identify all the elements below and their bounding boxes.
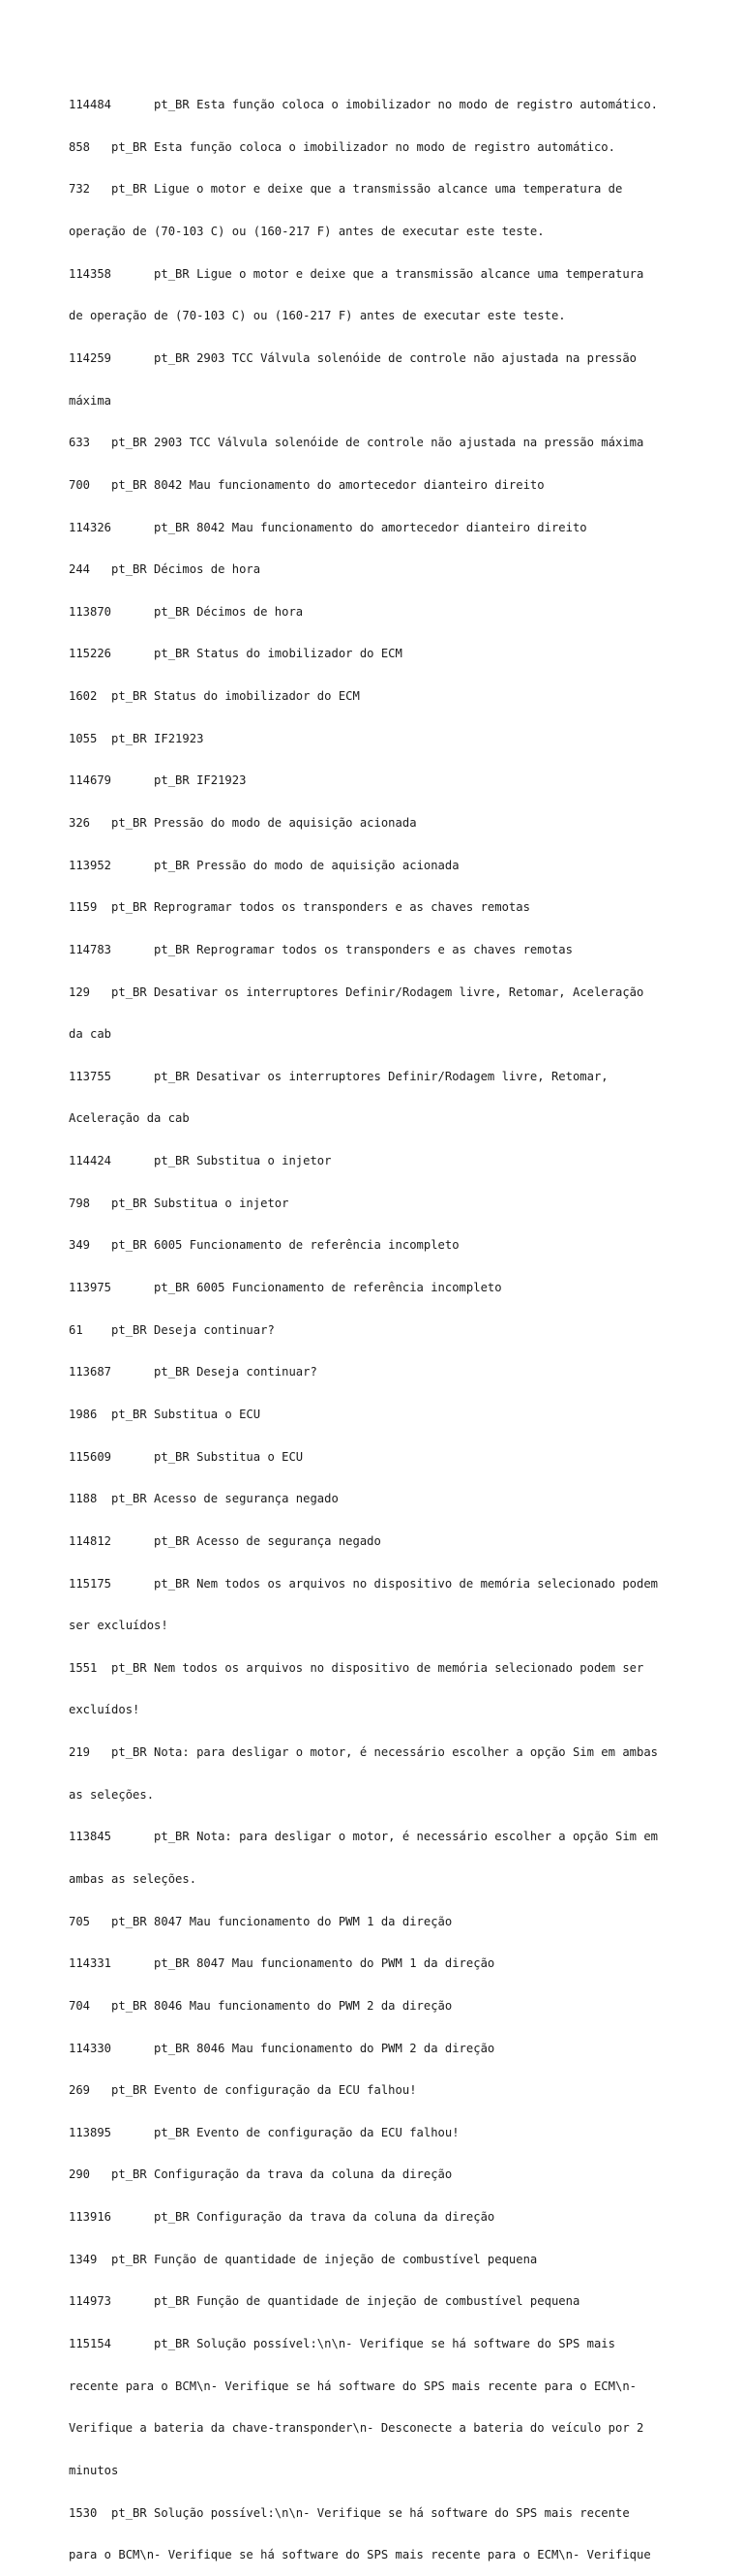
text-line: as seleções. xyxy=(69,1787,155,1802)
text-line: de operação de (70-103 C) ou (160-217 F) antes de executar este teste. xyxy=(69,309,566,323)
text-line: 700 pt_BR 8042 Mau funcionamento do amortecedor dianteiro direito xyxy=(69,477,545,492)
text-line: 115609 pt_BR Substitua o ECU xyxy=(69,1449,304,1464)
text-line: 113952 pt_BR Pressão do modo de aquisição acionada xyxy=(69,858,460,872)
text-line: 115175 pt_BR Nem todos os arquivos no dispositivo de memória selecionado podem xyxy=(69,1576,659,1591)
text-line: 732 pt_BR Ligue o motor e deixe que a transmissão alcance uma temperatura de xyxy=(69,182,623,197)
text-line: 704 pt_BR 8046 Mau funcionamento do PWM 2 da direção xyxy=(69,1998,453,2013)
text-line: minutos xyxy=(69,2463,119,2477)
text-line: para o BCM\n- Verifique se há software do SPS mais recente para o ECM\n- Verifique xyxy=(69,2548,651,2562)
text-line: 1986 pt_BR Substitua o ECU xyxy=(69,1407,261,1421)
text-line: 349 pt_BR 6005 Funcionamento de referência incompleto xyxy=(69,1238,460,1253)
text-line: máxima xyxy=(69,393,112,408)
text-line: 114326 pt_BR 8042 Mau funcionamento do amortecedor dianteiro direito xyxy=(69,520,587,534)
text-line: 798 pt_BR Substitua o injetor xyxy=(69,1196,289,1210)
text-line: Aceleração da cab xyxy=(69,1111,190,1126)
text-line: 114330 pt_BR 8046 Mau funcionamento do PWM 2 da direção xyxy=(69,2041,495,2055)
text-line: 705 pt_BR 8047 Mau funcionamento do PWM 1 da direção xyxy=(69,1914,453,1928)
text-line: 114679 pt_BR IF21923 xyxy=(69,773,247,788)
text-line: 1551 pt_BR Nem todos os arquivos no dispositivo de memória selecionado podem ser xyxy=(69,1660,644,1675)
text-line: recente para o BCM\n- Verifique se há software do SPS mais recente para o ECM\n- xyxy=(69,2379,637,2393)
text-line: 114259 pt_BR 2903 TCC Válvula solenóide de controle não ajustada na pressão xyxy=(69,350,637,365)
text-line: 858 pt_BR Esta função coloca o imobilizador no modo de registro automático. xyxy=(69,139,615,154)
text-line: Verifique a bateria da chave-transponder\n- Desconecte a bateria do veículo por 2 xyxy=(69,2421,644,2436)
text-line: 129 pt_BR Desativar os interruptores Definir/Rodagem livre, Retomar, Aceleração xyxy=(69,985,644,999)
text-line: da cab xyxy=(69,1027,112,1042)
text-line: 113916 pt_BR Configuração da trava da coluna da direção xyxy=(69,2210,495,2225)
text-line: 113687 pt_BR Deseja continuar? xyxy=(69,1365,317,1379)
text-line: 290 pt_BR Configuração da trava da coluna da direção xyxy=(69,2167,453,2182)
text-line: excluídos! xyxy=(69,1703,140,1717)
text-line: 115154 pt_BR Solução possível:\n\n- Verifique se há software do SPS mais xyxy=(69,2337,615,2351)
text-line: ambas as seleções. xyxy=(69,1872,197,1886)
text-line: 114973 pt_BR Função de quantidade de injeção de combustível pequena xyxy=(69,2294,580,2309)
text-line: 219 pt_BR Nota: para desligar o motor, é necessário escolher a opção Sim em ambas xyxy=(69,1745,659,1760)
text-line: operação de (70-103 C) ou (160-217 F) antes de executar este teste. xyxy=(69,225,545,239)
text-line: 326 pt_BR Pressão do modo de aquisição acionada xyxy=(69,815,417,830)
text-line: 115226 pt_BR Status do imobilizador do ECM xyxy=(69,647,402,661)
text-line: 113870 pt_BR Décimos de hora xyxy=(69,604,304,619)
text-line: 114358 pt_BR Ligue o motor e deixe que a transmissão alcance uma temperatura xyxy=(69,266,644,281)
text-line: 1055 pt_BR IF21923 xyxy=(69,731,204,745)
text-line: 61 pt_BR Deseja continuar? xyxy=(69,1322,275,1337)
text-line: 633 pt_BR 2903 TCC Válvula solenóide de controle não ajustada na pressão máxima xyxy=(69,436,644,450)
document-body xyxy=(69,70,678,2576)
text-line: 114783 pt_BR Reprogramar todos os transponders e as chaves remotas xyxy=(69,942,573,956)
text-line: ser excluídos! xyxy=(69,1619,168,1633)
text-line: 114331 pt_BR 8047 Mau funcionamento do PWM 1 da direção xyxy=(69,1956,495,1971)
text-line: 1188 pt_BR Acesso de segurança negado xyxy=(69,1492,339,1506)
text-line: 113755 pt_BR Desativar os interruptores Definir/Rodagem livre, Retomar, xyxy=(69,1069,609,1083)
text-line: 113845 pt_BR Nota: para desligar o motor, é necessário escolher a opção Sim em xyxy=(69,1830,659,1844)
text-line: 1530 pt_BR Solução possível:\n\n- Verifique se há software do SPS mais recente xyxy=(69,2505,630,2520)
text-line: 244 pt_BR Décimos de hora xyxy=(69,562,261,577)
text-line: 1349 pt_BR Função de quantidade de injeção de combustível pequena xyxy=(69,2252,538,2266)
text-line: 114812 pt_BR Acesso de segurança negado xyxy=(69,1533,381,1548)
text-line: 114424 pt_BR Substitua o injetor xyxy=(69,1154,332,1168)
text-line: 1602 pt_BR Status do imobilizador do ECM xyxy=(69,689,360,704)
text-line: 114484 pt_BR Esta função coloca o imobilizador no modo de registro automático. xyxy=(69,98,659,112)
text-line: 113895 pt_BR Evento de configuração da ECU falhou! xyxy=(69,2125,460,2139)
text-line: 1159 pt_BR Reprogramar todos os transponders e as chaves remotas xyxy=(69,900,530,915)
text-line: 113975 pt_BR 6005 Funcionamento de referência incompleto xyxy=(69,1281,502,1295)
text-line: 269 pt_BR Evento de configuração da ECU falhou! xyxy=(69,2083,417,2098)
